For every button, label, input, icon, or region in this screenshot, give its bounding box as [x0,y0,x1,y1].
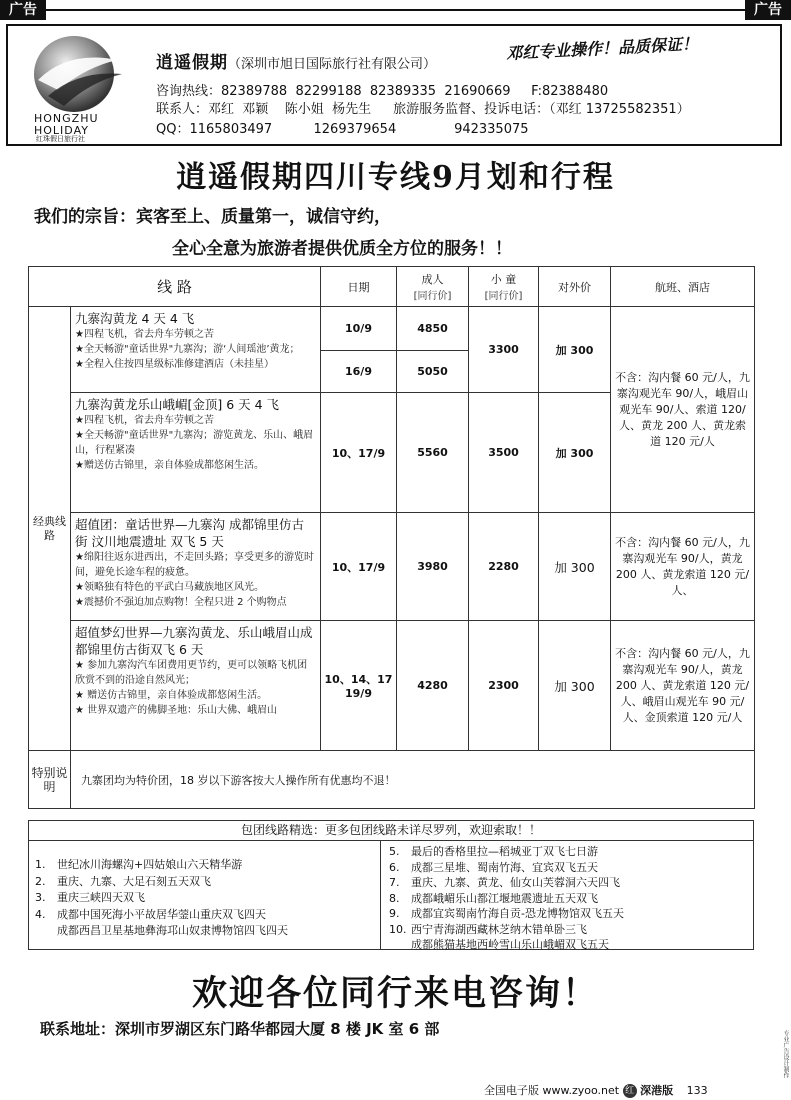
child-price-cell: 3500 [469,393,539,513]
company-full: （深圳市旭日国际旅行社有限公司） [228,57,437,72]
motto-line-1: 我们的宗旨：宾客至上、质量第一，诚信守约， [34,207,391,227]
table-row [29,621,755,751]
special-text: 九寨团均为特价团，18 岁以下游客按大人操作所有优惠均不退！ [71,751,755,809]
route-feature: ★赠送仿古锦里，亲自体验成都悠闲生活。 [75,460,264,471]
logo-text-3: 红珠假日旅行社 [36,135,85,143]
header-adult [397,267,469,307]
item-num: 6. [389,860,400,874]
qq-label: QQ： [156,122,190,137]
header-date: 日期 [321,267,397,307]
item-text: 成都中国死海小平故居华蓥山重庆双飞四天 [57,907,266,921]
item-num: 7. [389,876,400,889]
child-price-cell: 3300 [469,307,539,393]
item-num: 10. [389,922,407,936]
header-child [469,267,539,307]
child-price-cell: 2300 [469,621,539,751]
route-cell [71,393,321,513]
item-text: 成都熊猫基地西岭雪山乐山峨嵋双飞五天 [411,938,609,951]
package-column-right [381,841,753,949]
hotline-label: 咨询热线： [156,84,222,99]
date-cell: 10、17/9 [321,513,397,621]
date-cell: 10、17/9 [321,393,397,513]
header-adult-label: 成人 [421,273,444,286]
list-item [389,922,753,938]
route-feature: ★ 参加九寨沟汽车团费用更节约，更可以领略飞机团欣赏不到的沿途自然风光； [75,660,308,686]
list-item [389,937,753,953]
page-footer [484,1082,708,1098]
supervision-line: 旅游服务监督、投诉电话：（邓红 13725582351） [393,102,690,117]
item-num: 1. [35,858,46,871]
package-header: 包团线路精选：更多包团线路未详尽罗列，欢迎索取！！ [28,820,754,840]
list-item [389,844,753,860]
route-feature: ★ 赠送仿古锦里，亲自体验成都悠闲生活。 [75,690,268,701]
slogan: 邓红专业操作！品质保证！ [505,33,699,64]
welcome-banner: 欢迎各位同行来电咨询！ [191,973,599,1014]
route-feature: ★绵阳往返东进西出，不走回头路；享受更多的游览时间，避免长途车程的疲惫。 [75,552,314,578]
list-item [389,860,753,876]
item-num: 8. [389,891,400,905]
item-num: 4. [35,907,46,921]
top-rule [46,9,745,11]
route-feature: ★全程入住按四星级标准修建酒店（未挂星） [75,359,274,370]
item-text: 成都西昌卫星基地彝海邛山奴隶博物馆四飞四天 [57,924,288,937]
public-price-cell: 加 300 [539,307,611,393]
qq-line [156,118,529,137]
list-item [389,875,753,891]
ad-tag-left: 广告 [0,0,46,20]
list-item [35,857,380,874]
item-num: 5. [389,845,400,858]
contacts: 邓红 邓颖 陈小姐 杨先生 [208,102,372,117]
hotline: 82389788 82299188 82389335 21690669 F:82388480 [221,84,609,99]
adult-price-cell: 3980 [397,513,469,621]
contact-label: 联系人： [156,102,209,117]
note-cell: 不含：沟内餐 60 元/人，九寨沟观光车 90/人，黄龙 200 人、黄龙索道 120 元/人、峨眉山观光车 90 元/人、金顶索道 120 元/人 [611,621,755,751]
company-brand: 逍遥假期 [156,53,228,73]
logo-text-2: HOLIDAY [34,124,89,137]
motto-line-2: 全心全意为旅游者提供优质全方位的服务！！ [172,239,512,259]
route-cell [71,307,321,393]
list-item [389,906,753,922]
adult-price-cell: 4280 [397,621,469,751]
side-note: 专业广告设计制作 [782,1030,789,1078]
note-cell: 不含：沟内餐 60 元/人，九寨沟观光车 90/人，峨眉山观光车 90/人、索道 120/人、黄龙 200 人、黄龙索道 120 元/人 [611,307,755,513]
header-route: 线 路 [29,267,321,307]
item-num: 2. [35,874,46,888]
date-cell [321,621,397,751]
page-title: 逍遥假期四川专线9月划和行程 [176,160,615,195]
hotline-line [156,80,608,99]
item-text: 成都峨嵋乐山都江堰地震遗址五天双飞 [411,891,598,905]
list-item [35,874,380,891]
footer-site-link[interactable]: www.zyoo.net [542,1084,620,1097]
contact-line [156,98,690,117]
date-cell: 16/9 [321,351,397,393]
category-label: 经典线路 [29,307,71,751]
child-price-cell: 2280 [469,513,539,621]
package-column-left [29,841,381,949]
list-item [389,891,753,907]
item-text: 重庆三峡四天双飞 [57,891,145,904]
adult-price-cell: 4850 [397,307,469,351]
adult-price-cell: 5050 [397,351,469,393]
header-public-price: 对外价 [539,267,611,307]
list-item [35,890,380,907]
route-cell [71,621,321,751]
route-name: 超值梦幻世界—九寨沟黄龙、乐山峨眉山成都锦里仿古街双飞 6 天 [75,625,313,657]
header-flight-hotel: 航班、酒店 [611,267,755,307]
route-name: 九寨沟黄龙乐山峨嵋[金顶] 6 天 4 飞 [75,397,280,412]
item-text: 世纪冰川海螺沟+四姑娘山六天精华游 [57,858,243,871]
special-note-row [29,751,755,809]
qq-numbers: 1165803497 1269379654 942335075 [189,122,529,137]
route-name: 九寨沟黄龙 4 天 4 飞 [75,311,195,326]
adult-price-cell: 5560 [397,393,469,513]
route-feature: ★领略独有特色的平武白马藏族地区风光。 [75,582,264,593]
date-line-1: 10、14、17 [324,673,393,686]
public-price-cell: 加 300 [539,513,611,621]
route-feature: ★全天畅游"童话世界"九寨沟；游‘人间瑶池’黄龙； [75,344,300,355]
package-list [28,840,754,950]
header-child-sub: [同行价] [484,291,523,302]
table-header-row [29,267,755,307]
list-item [35,907,380,924]
ad-tag-right: 广告 [745,0,791,20]
route-table [28,266,755,809]
item-text: 成都三星堆、蜀南竹海、宜宾双飞五天 [411,860,598,874]
item-text: 最后的香格里拉—稻城亚丁双飞七日游 [411,845,598,858]
footer-edition: 全国电子版 [484,1084,539,1097]
header-child-label: 小 童 [490,273,517,286]
table-row [29,513,755,621]
item-text: 成都宜宾蜀南竹海自贡-恐龙博物馆双飞五天 [411,907,624,920]
route-feature: ★全天畅游"童话世界"九寨沟；游览黄龙、乐山、峨眉山，行程紧凑 [75,430,314,456]
route-name: 超值团：童话世界—九寨沟 成都锦里仿古街 汶川地震遗址 双飞 5 天 [75,517,304,549]
public-price-cell: 加 300 [539,621,611,751]
date-line-2: 19/9 [345,687,372,700]
public-price-cell: 加 300 [539,393,611,513]
company-logo [18,30,138,142]
header-box [6,24,782,146]
date-cell: 10/9 [321,307,397,351]
item-text: 重庆、九寨、黄龙、仙女山芙蓉洞六天四飞 [411,876,620,889]
route-feature: ★ 世界双遗产的佛脚圣地：乐山大佛、峨眉山 [75,705,278,716]
footer-badge-icon: 红 [623,1084,637,1098]
item-num: 3. [35,891,46,904]
header-adult-sub: [同行价] [413,291,452,302]
page-number: 133 [686,1084,708,1097]
route-feature: ★四程飞机，省去舟车劳顿之苦 [75,329,214,340]
item-num: 9. [389,907,400,920]
company-name [156,48,436,73]
item-text: 重庆、九寨、大足石刻五天双飞 [57,874,211,888]
logo-text-1: HONGZHU [34,112,99,125]
special-label: 特别说明 [29,751,71,809]
route-feature: ★震撼价不强迫加点购物！全程只进 2 个购物点 [75,597,287,608]
table-row [29,307,755,351]
note-cell: 不含：沟内餐 60 元/人，九寨沟观光车 90/人，黄龙 200 人、黄龙索道 120 元/人、 [611,513,755,621]
item-text: 西宁青海湖西藏林芝纳木错单卧三飞 [411,922,587,936]
contact-address: 联系地址：深圳市罗湖区东门路华都园大厦 8 楼 JK 室 6 部 [40,1020,440,1038]
route-feature: ★四程飞机，省去舟车劳顿之苦 [75,415,214,426]
list-item [35,923,380,940]
route-cell [71,513,321,621]
footer-region: 深港版 [640,1084,674,1097]
